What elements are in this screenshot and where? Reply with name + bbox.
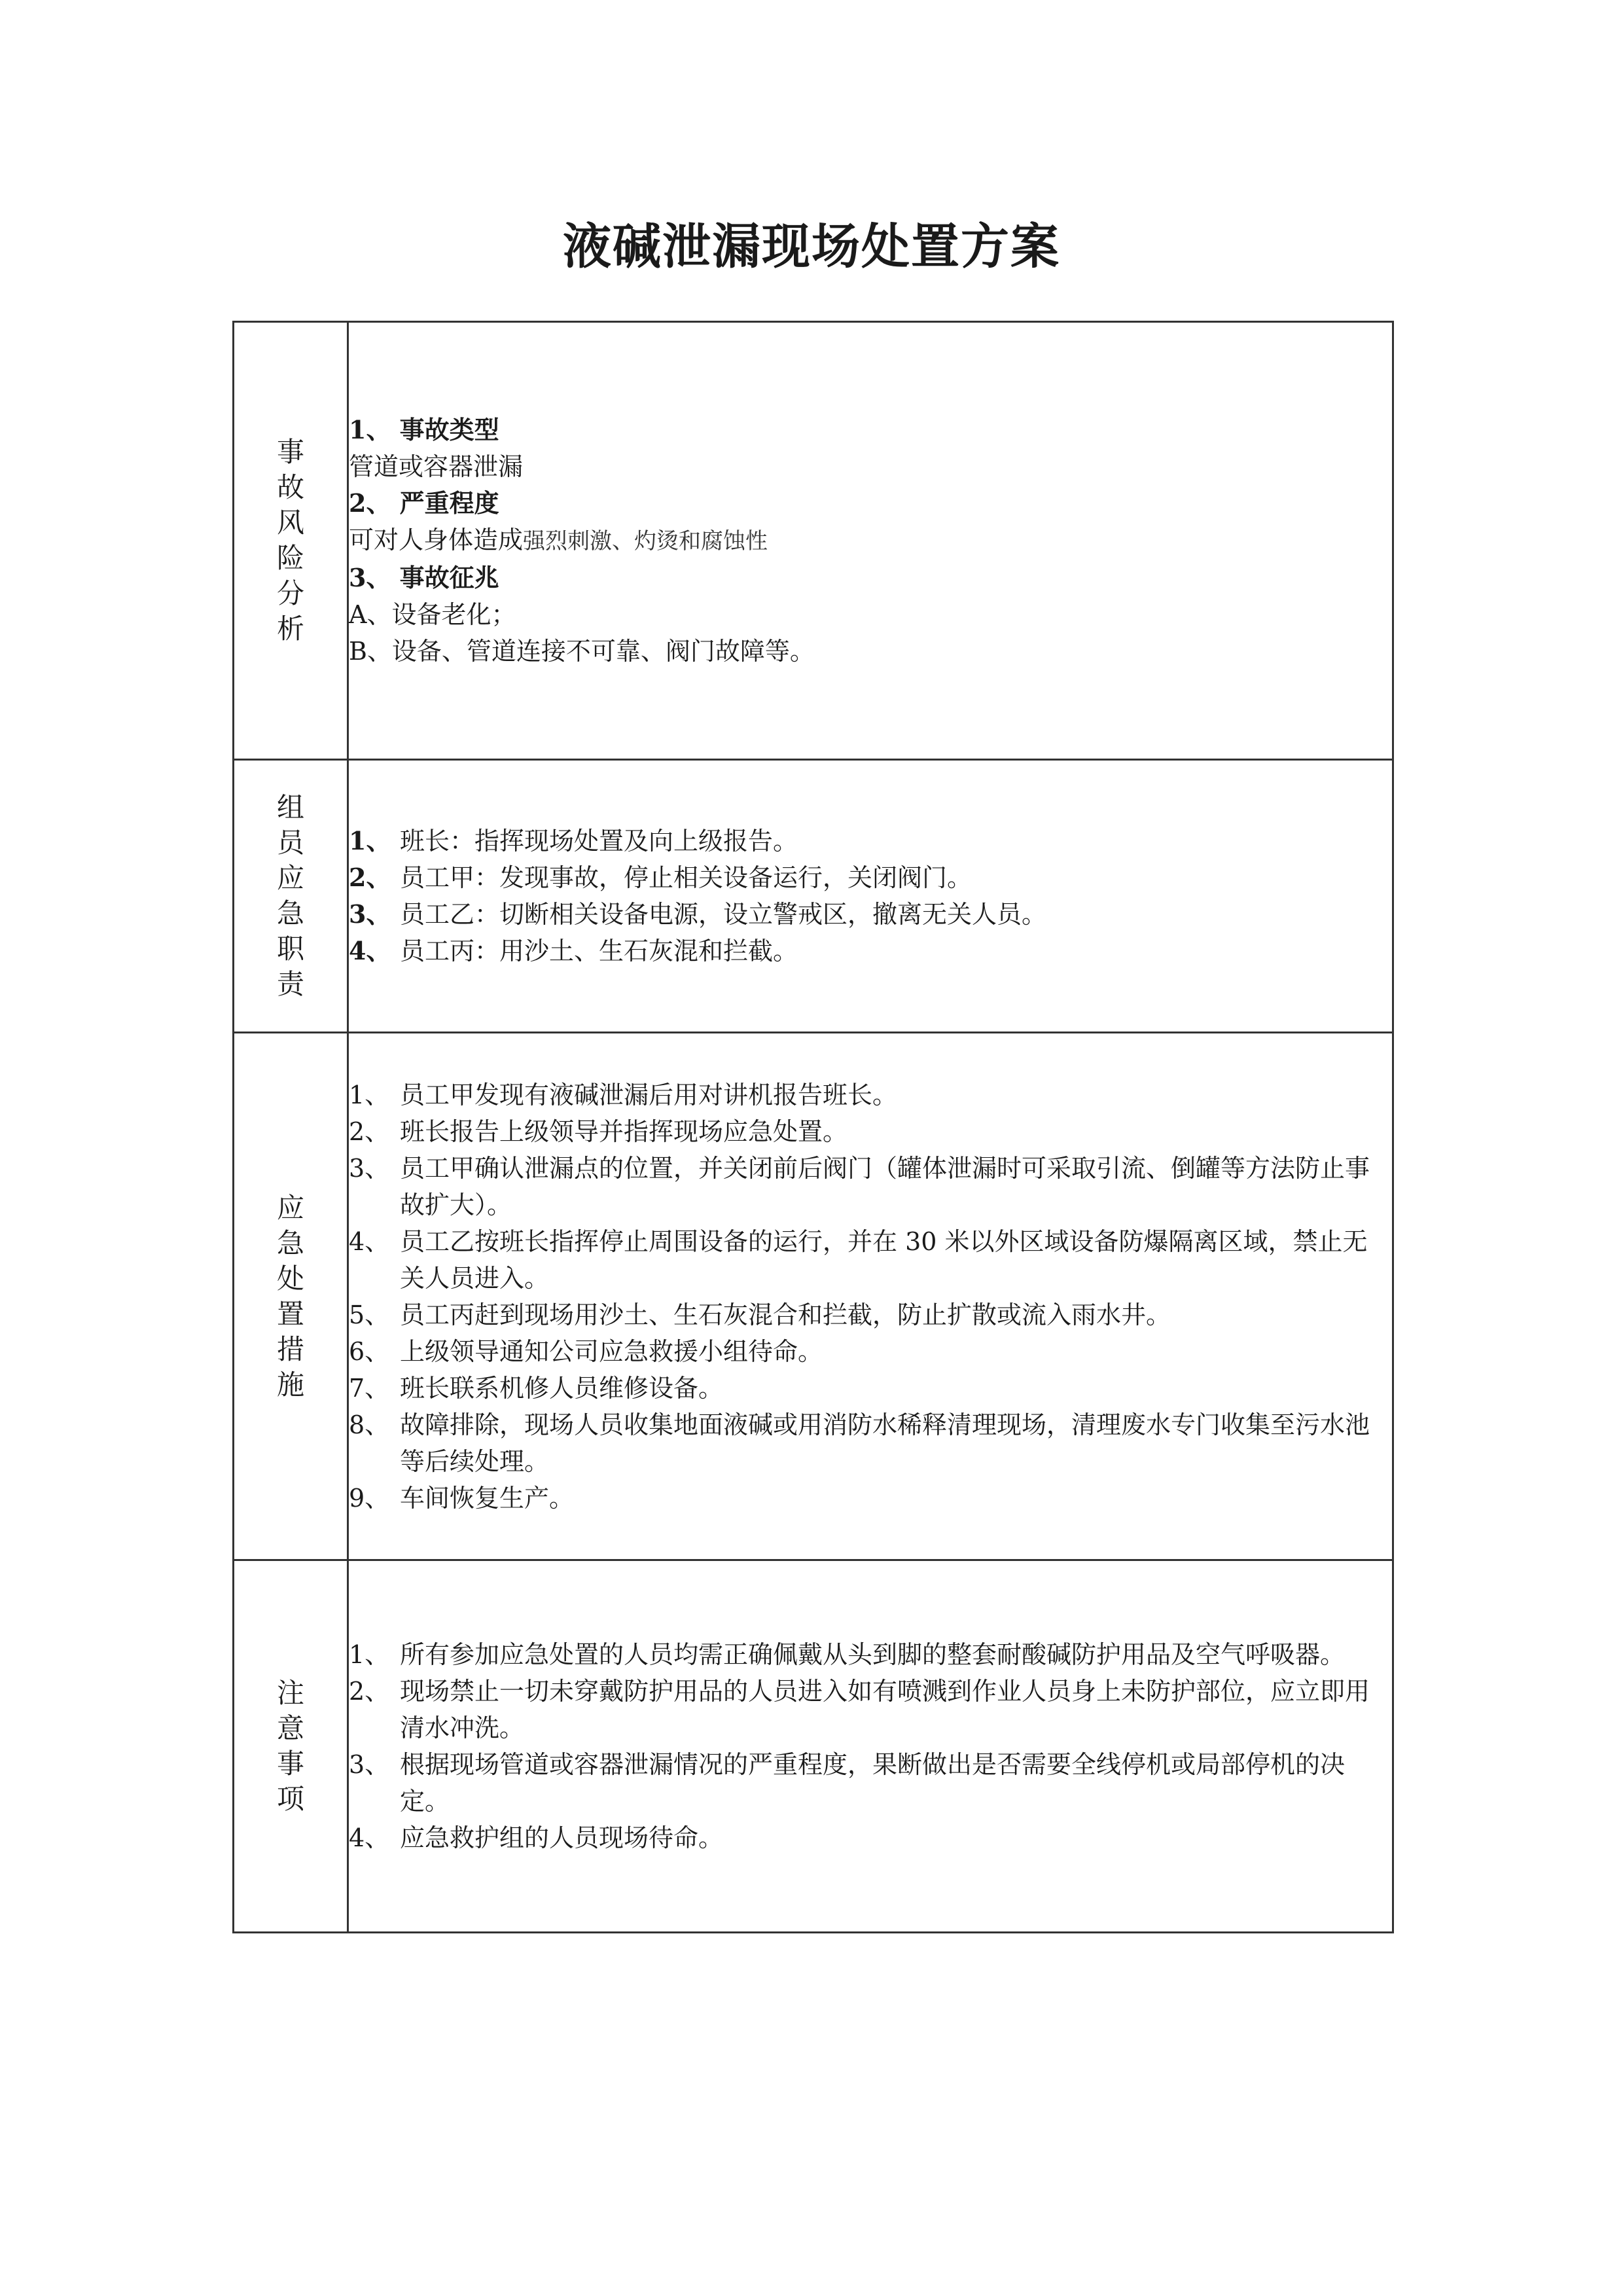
heading-signs: 3、 事故征兆 [349, 563, 499, 592]
section-label-cell [234, 1560, 348, 1933]
item-number: 2、 [349, 863, 391, 892]
section-emergency-measures [234, 1033, 1393, 1560]
list-item [349, 1480, 1392, 1516]
item-number: 9、 [349, 1483, 390, 1513]
item-text: 班长报告上级领导并指挥现场应急处置。 [400, 1117, 848, 1146]
item-number: 2、 [349, 1677, 390, 1706]
item-text: 班长：指挥现场处置及向上级报告。 [400, 827, 798, 855]
list-item [349, 933, 1392, 969]
list-item [349, 859, 1392, 896]
section-label: 事故风险分析 [276, 436, 304, 645]
list-item [349, 1333, 1392, 1370]
item-text: 班长联系机修人员维修设备。 [400, 1373, 724, 1403]
item-text: 员工丙赶到现场用沙土、生石灰混合和拦截，防止扩散或流入雨水井。 [400, 1300, 1171, 1329]
list-item [349, 1297, 1392, 1333]
section-label: 注意事项 [276, 1677, 304, 1815]
section-label-cell [234, 1033, 348, 1560]
page-title: 液碱泄漏现场处置方案 [563, 219, 1060, 275]
item-number: 6、 [349, 1336, 390, 1366]
list-item [349, 1820, 1392, 1856]
list-item [349, 1746, 1392, 1820]
item-number: 1、 [349, 1080, 390, 1109]
text-sign-b: B、设备、管道连接不可靠、阀门故障等。 [349, 637, 815, 666]
heading-accident-type: 1、 事故类型 [349, 415, 499, 444]
section-content [348, 1560, 1393, 1933]
item-number: 3、 [349, 899, 391, 929]
list-item [349, 823, 1392, 859]
item-number: 8、 [349, 1410, 390, 1439]
item-text: 员工甲：发现事故，停止相关设备运行，关闭阀门。 [400, 863, 972, 892]
item-text: 员工甲确认泄漏点的位置，并关闭前后阀门（罐体泄漏时可采取引流、倒罐等方法防止事故扩大）。 [400, 1153, 1370, 1219]
section-label-cell [234, 760, 348, 1033]
section-content [348, 322, 1393, 760]
section-label: 组员应急职责 [276, 791, 304, 1000]
heading-severity: 2、 严重程度 [349, 488, 499, 518]
item-number: 4、 [349, 1823, 390, 1852]
item-number: 1、 [349, 826, 391, 855]
disposal-plan-table [232, 321, 1394, 1933]
list-item [349, 1370, 1392, 1407]
item-text: 车间恢复生产。 [400, 1483, 575, 1513]
item-number: 4、 [349, 1227, 390, 1256]
item-number: 2、 [349, 1117, 390, 1146]
item-number: 4、 [349, 936, 391, 965]
section-member-duties [234, 760, 1393, 1033]
text-sign-a: A、设备老化； [349, 600, 516, 629]
item-text: 员工丙：用沙土、生石灰混和拦截。 [400, 937, 798, 965]
item-text: 员工甲发现有液碱泄漏后用对讲机报告班长。 [400, 1080, 898, 1109]
item-text: 员工乙：切断相关设备电源，设立警戒区，撤离无关人员。 [400, 900, 1047, 929]
item-number: 3、 [349, 1153, 390, 1183]
severity-prefix: 可对人身体造成 [349, 526, 524, 554]
item-text: 现场禁止一切未穿戴防护用品的人员进入如有喷溅到作业人员身上未防护部位，应立即用清水冲洗。 [400, 1677, 1370, 1742]
section-label-cell [234, 322, 348, 760]
item-text: 应急救护组的人员现场待命。 [400, 1823, 724, 1852]
section-precautions [234, 1560, 1393, 1933]
item-text: 所有参加应急处置的人员均需正确佩戴从头到脚的整套耐酸碱防护用品及空气呼吸器。 [400, 1640, 1346, 1669]
item-text: 根据现场管道或容器泄漏情况的严重程度，果断做出是否需要全线停机或局部停机的决定。 [400, 1750, 1346, 1816]
severity-detail: 强烈刺激、灼烫和腐蚀性 [523, 528, 768, 554]
section-risk-analysis [234, 322, 1393, 760]
list-item [349, 1113, 1392, 1150]
section-content [348, 760, 1393, 1033]
item-number: 7、 [349, 1373, 390, 1403]
item-number: 5、 [349, 1300, 390, 1329]
item-number: 3、 [349, 1750, 390, 1779]
list-item [349, 1673, 1392, 1746]
list-item [349, 1150, 1392, 1223]
list-item [349, 1077, 1392, 1113]
list-item [349, 896, 1392, 933]
item-text: 故障排除，现场人员收集地面液碱或用消防水稀释清理现场，清理废水专门收集至污水池等后续处理。 [400, 1410, 1370, 1476]
section-content [348, 1033, 1393, 1560]
item-text: 员工乙按班长指挥停止周围设备的运行，并在 30 米以外区域设备防爆隔离区域，禁止无关人员进入。 [400, 1227, 1368, 1293]
item-number: 1、 [349, 1640, 390, 1669]
text-severity [349, 522, 1392, 560]
list-item [349, 1407, 1392, 1480]
item-text: 上级领导通知公司应急救援小组待命。 [400, 1336, 823, 1366]
section-label: 应急处置措施 [276, 1191, 304, 1401]
list-item [349, 1223, 1392, 1297]
text-accident-type: 管道或容器泄漏 [349, 452, 524, 481]
list-item [349, 1636, 1392, 1673]
